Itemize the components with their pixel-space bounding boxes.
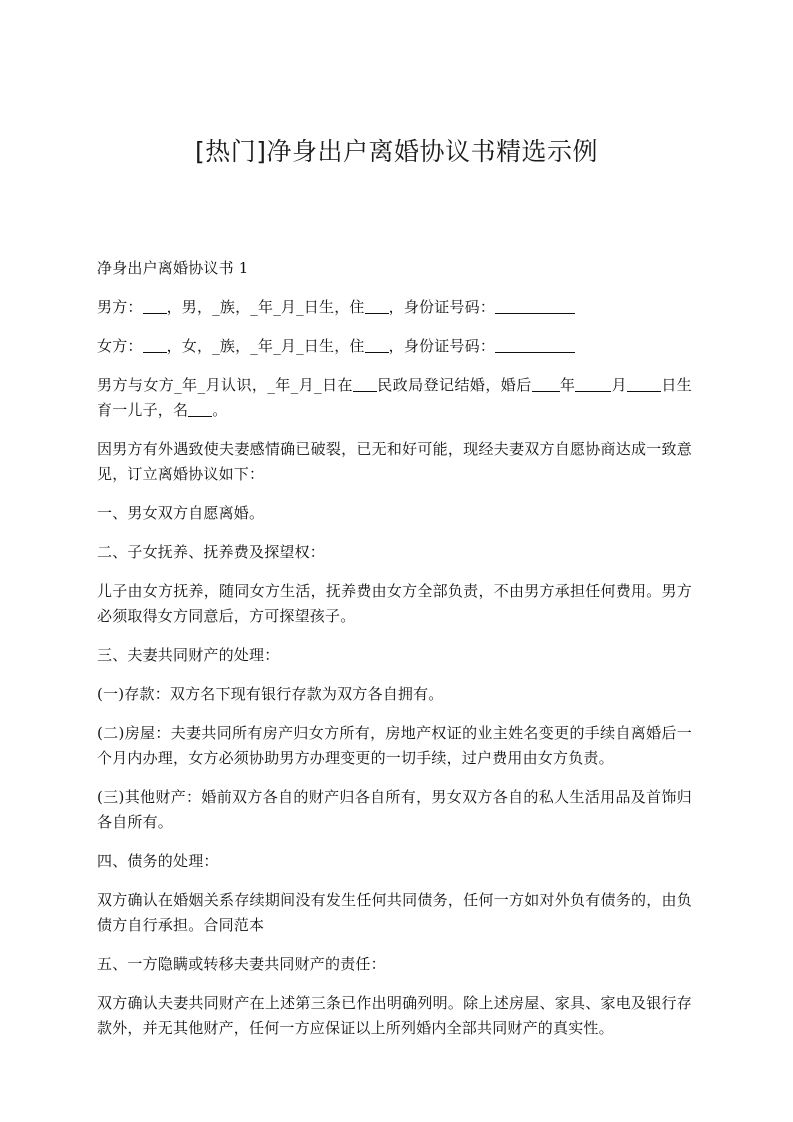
male-party-line	[97, 295, 692, 320]
male-id-label: ，身份证号码：	[388, 298, 496, 316]
male-prefix: 男方：	[97, 298, 143, 316]
marriage-text-part4: 月	[611, 376, 628, 394]
id-number-blank	[495, 297, 575, 314]
month-blank	[575, 375, 611, 392]
marriage-text-part3: 年	[559, 376, 576, 394]
female-id-label: ，身份证号码：	[388, 337, 496, 355]
paragraph: (二)房屋：夫妻共同所有房产归女方所有，房地产权证的业主姓名变更的手续自离婚后一个月内办理，女方必须协助男方办理变更的一切手续，过户费用由女方负责。	[97, 724, 692, 767]
female-party-line	[97, 334, 692, 359]
section-heading: 五、一方隐瞒或转移夫妻共同财产的责任：	[97, 955, 386, 973]
paragraph: 双方确认在婚姻关系存续期间没有发生任何共同债务，任何一方如对外负有债务的，由负债方自行承担。合同范本	[97, 891, 692, 934]
marriage-text-part6: 。	[212, 401, 228, 419]
child-name-blank	[188, 400, 212, 417]
marriage-text-part2: 民政局登记结婚，婚后	[376, 376, 532, 394]
paragraph: (一)存款：双方名下现有银行存款为双方各自拥有。	[97, 685, 444, 703]
female-prefix: 女方：	[97, 337, 143, 355]
paragraph: (三)其他财产：婚前双方各自的财产归各自所有，男女双方各自的私人生活用品及首饰归各自所有。	[97, 788, 692, 831]
day-blank	[627, 375, 661, 392]
marriage-text-part1: 男方与女方_年_月认识，_年_月_日在	[97, 376, 353, 394]
paragraph: 因男方有外遇致使夫妻感情确已破裂，已无和好可能，现经夫妻双方自愿协商达成一致意见，订立离婚协议如下：	[97, 440, 692, 483]
address-blank	[365, 336, 389, 353]
section-heading: 二、子女抚养、抚养费及探望权：	[97, 543, 326, 561]
year-blank	[532, 375, 560, 392]
marriage-text-part5: 日生育一儿子，名	[97, 376, 693, 419]
paragraph: 双方确认夫妻共同财产在上述第三条已作出明确列明。除上述房屋、家具、家电及银行存款外，并无其他财产，任何一方应保证以上所列婚内全部共同财产的真实性。	[97, 994, 692, 1037]
id-number-blank	[495, 336, 575, 353]
section-heading: 三、夫妻共同财产的处理：	[97, 646, 280, 664]
section-heading: 一、男女双方自愿离婚。	[97, 504, 265, 522]
section-heading: 四、债务的处理：	[97, 852, 219, 870]
agreement-heading: 净身出户离婚协议书 1	[97, 259, 249, 277]
address-blank	[365, 297, 389, 314]
bureau-blank	[353, 375, 377, 392]
female-details: ，女，_族，_年_月_日生，住	[166, 337, 365, 355]
document-title: [热门]净身出户离婚协议书精选示例	[194, 137, 598, 166]
name-blank	[143, 297, 167, 314]
marriage-details-paragraph	[97, 373, 692, 423]
paragraph: 儿子由女方抚养，随同女方生活，抚养费由女方全部负责，不由男方承担任何费用。男方必须取得女方同意后，方可探望孩子。	[97, 582, 692, 625]
document-body	[97, 256, 692, 1055]
male-details: ，男，_族，_年_月_日生，住	[166, 298, 365, 316]
name-blank	[143, 336, 167, 353]
